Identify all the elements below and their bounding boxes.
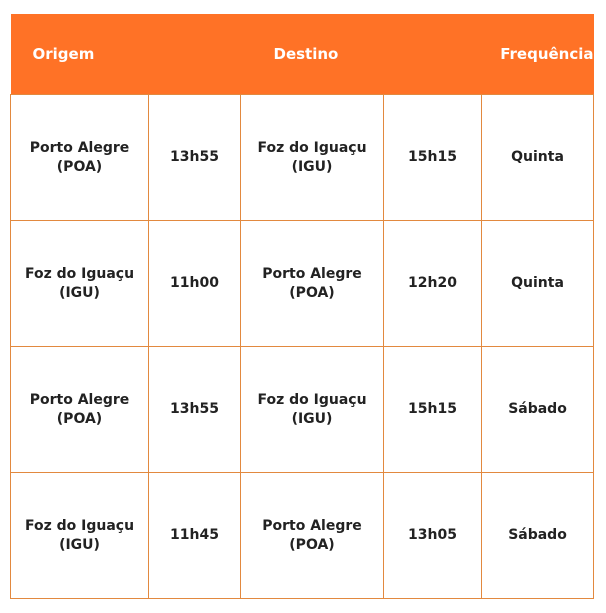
origin-code: (POA)	[56, 410, 103, 427]
table-row	[11, 95, 594, 221]
origin-cell	[11, 473, 149, 599]
arrival-time: 15h15	[384, 347, 482, 473]
header-frequencia: Frequência	[482, 14, 594, 95]
table-header-row	[11, 14, 594, 95]
destination-code: (IGU)	[291, 410, 333, 427]
frequency: Sábado	[482, 347, 594, 473]
departure-time: 13h55	[149, 95, 241, 221]
departure-time: 11h00	[149, 221, 241, 347]
table-row	[11, 347, 594, 473]
origin-city: Foz do Iguaçu	[24, 265, 135, 282]
frequency: Sábado	[482, 473, 594, 599]
header-origem: Origem	[11, 14, 241, 95]
destination-code: (IGU)	[291, 158, 333, 175]
origin-city: Porto Alegre	[29, 391, 130, 408]
destination-code: (POA)	[289, 536, 335, 553]
origin-code: (POA)	[56, 158, 103, 175]
destination-cell	[241, 347, 384, 473]
origin-code: (IGU)	[59, 536, 100, 553]
destination-code: (POA)	[289, 284, 335, 301]
frequency: Quinta	[482, 221, 594, 347]
departure-time: 13h55	[149, 347, 241, 473]
origin-code: (IGU)	[59, 284, 100, 301]
destination-cell	[241, 95, 384, 221]
header-destino: Destino	[241, 14, 482, 95]
destination-cell	[241, 221, 384, 347]
origin-city: Foz do Iguaçu	[24, 517, 135, 534]
flight-schedule-table	[10, 14, 594, 599]
table-row	[11, 473, 594, 599]
origin-cell	[11, 95, 149, 221]
table-row	[11, 221, 594, 347]
destination-city: Foz do Iguaçu	[257, 391, 367, 408]
arrival-time: 13h05	[384, 473, 482, 599]
destination-city: Foz do Iguaçu	[257, 139, 367, 156]
destination-city: Porto Alegre	[262, 517, 362, 534]
arrival-time: 12h20	[384, 221, 482, 347]
destination-city: Porto Alegre	[262, 265, 362, 282]
destination-cell	[241, 473, 384, 599]
origin-cell	[11, 347, 149, 473]
arrival-time: 15h15	[384, 95, 482, 221]
origin-city: Porto Alegre	[29, 139, 130, 156]
frequency: Quinta	[482, 95, 594, 221]
origin-cell	[11, 221, 149, 347]
departure-time: 11h45	[149, 473, 241, 599]
